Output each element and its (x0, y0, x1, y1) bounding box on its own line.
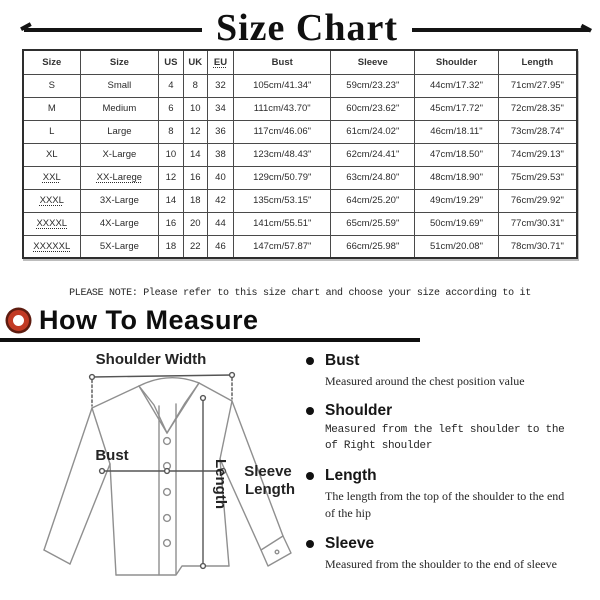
table-cell: 42 (207, 189, 233, 212)
measure-item-desc: Measured around the chest position value (325, 373, 525, 388)
shirt-diagram-svg (36, 344, 298, 594)
table-cell: 65cm/25.59" (331, 212, 415, 235)
table-cell: 12 (159, 166, 183, 189)
table-cell: 3X-Large (80, 189, 159, 212)
table-cell: 129cm/50.79" (233, 166, 331, 189)
table-cell: XXXXL (23, 212, 80, 235)
measure-item-bust (306, 352, 590, 390)
table-cell: 141cm/55.51" (233, 212, 331, 235)
measure-heading-row (6, 304, 600, 336)
measure-instructions (298, 344, 600, 599)
table-row (23, 97, 577, 120)
bullet-icon (306, 407, 314, 415)
table-header-cell: Length (498, 50, 577, 74)
table-cell: 75cm/29.53" (498, 166, 577, 189)
table-cell: Large (80, 120, 159, 143)
table-cell: L (23, 120, 80, 143)
table-cell: 44 (207, 212, 233, 235)
measure-item-shoulder (306, 402, 590, 454)
table-cell: 44cm/17.32" (415, 74, 499, 97)
measure-item-desc: The length from the top of the shoulder to the end of the hip (325, 489, 565, 520)
table-row (23, 74, 577, 97)
table-cell: 61cm/24.02" (331, 120, 415, 143)
table-cell: 46 (207, 235, 233, 258)
table-cell: 135cm/53.15" (233, 189, 331, 212)
table-cell: 16 (159, 212, 183, 235)
table-cell: 117cm/46.06" (233, 120, 331, 143)
table-cell: 16 (183, 166, 207, 189)
table-cell: 73cm/28.74" (498, 120, 577, 143)
measure-section (0, 344, 600, 599)
table-cell: X-Large (80, 143, 159, 166)
table-cell: 111cm/43.70" (233, 97, 331, 120)
table-cell: 49cm/19.29" (415, 189, 499, 212)
title-row (0, 0, 600, 49)
measure-item-label: Bust (325, 351, 360, 369)
table-cell: 72cm/28.35" (498, 97, 577, 120)
table-cell: Medium (80, 97, 159, 120)
table-cell: S (23, 74, 80, 97)
table-cell: 123cm/48.43" (233, 143, 331, 166)
table-cell: 6 (159, 97, 183, 120)
measure-item-desc: Measured from the left shoulder to the of Right shoulder (325, 424, 565, 452)
table-cell: 74cm/29.13" (498, 143, 577, 166)
label-bust: Bust (95, 446, 129, 464)
title-rule-left (24, 28, 202, 32)
table-cell: 8 (159, 120, 183, 143)
measure-item-desc: Measured from the shoulder to the end of sleeve (325, 556, 557, 571)
table-row (23, 143, 577, 166)
measure-item-length (306, 467, 590, 522)
title-rule-right (412, 28, 590, 32)
table-cell: XXXL (23, 189, 80, 212)
table-cell: 76cm/29.92" (498, 189, 577, 212)
please-note-text: PLEASE NOTE: Please refer to this size chart and choose your size according to it (69, 288, 531, 299)
table-cell: 71cm/27.95" (498, 74, 577, 97)
measure-item-label: Shoulder (325, 402, 393, 420)
label-shoulder-width: Shoulder Width (95, 350, 207, 368)
table-cell: 10 (183, 97, 207, 120)
table-cell: 51cm/20.08" (415, 235, 499, 258)
table-cell: 64cm/25.20" (331, 189, 415, 212)
table-cell: 20 (183, 212, 207, 235)
size-table (22, 49, 578, 259)
table-row (23, 235, 577, 258)
page-title: Size Chart (215, 7, 399, 49)
label-length: Length (212, 458, 229, 509)
table-cell: 40 (207, 166, 233, 189)
measure-item-sleeve (306, 535, 590, 573)
table-cell: 77cm/30.31" (498, 212, 577, 235)
label-sleeve-line2: Length (245, 480, 295, 498)
table-row (23, 189, 577, 212)
table-cell: 12 (183, 120, 207, 143)
table-cell: Small (80, 74, 159, 97)
table-header-cell: Size (23, 50, 80, 74)
shirt-diagram (36, 344, 298, 599)
measure-heading: How To Measure (39, 304, 259, 335)
table-header-cell: Sleeve (331, 50, 415, 74)
table-cell: XXXXXL (23, 235, 80, 258)
table-cell: 14 (183, 143, 207, 166)
table-row (23, 120, 577, 143)
table-header-cell: US (159, 50, 183, 74)
measure-item-label: Length (325, 467, 377, 485)
table-cell: 18 (183, 189, 207, 212)
table-cell: 47cm/18.50" (415, 143, 499, 166)
table-row (23, 166, 577, 189)
table-cell: 60cm/23.62" (331, 97, 415, 120)
table-cell: 22 (183, 235, 207, 258)
table-header-cell: Size (80, 50, 159, 74)
measure-item-label: Sleeve (325, 534, 375, 552)
table-cell: 66cm/25.98" (331, 235, 415, 258)
table-cell: M (23, 97, 80, 120)
table-header-cell: Shoulder (415, 50, 499, 74)
table-cell: 32 (207, 74, 233, 97)
table-cell: XL (23, 143, 80, 166)
table-cell: 4X-Large (80, 212, 159, 235)
table-cell: 50cm/19.69" (415, 212, 499, 235)
table-cell: 36 (207, 120, 233, 143)
table-header-cell: UK (183, 50, 207, 74)
table-header-row (23, 50, 577, 74)
table-cell: 4 (159, 74, 183, 97)
table-cell: 14 (159, 189, 183, 212)
table-cell: XX-Larege (80, 166, 159, 189)
label-sleeve-line1: Sleeve (244, 462, 292, 480)
table-cell: 105cm/41.34" (233, 74, 331, 97)
table-cell: 46cm/18.11" (415, 120, 499, 143)
heading-underline (0, 338, 420, 342)
table-cell: 78cm/30.71" (498, 235, 577, 258)
table-cell: 62cm/24.41" (331, 143, 415, 166)
table-cell: 147cm/57.87" (233, 235, 331, 258)
table-cell: 18 (159, 235, 183, 258)
table-cell: 8 (183, 74, 207, 97)
bullet-icon (306, 357, 314, 365)
table-cell: 45cm/17.72" (415, 97, 499, 120)
table-cell: 5X-Large (80, 235, 159, 258)
table-header-cell: Bust (233, 50, 331, 74)
table-cell: 38 (207, 143, 233, 166)
bullet-icon (306, 472, 314, 480)
table-cell: 48cm/18.90" (415, 166, 499, 189)
table-cell: XXL (23, 166, 80, 189)
table-cell: 63cm/24.80" (331, 166, 415, 189)
bullet-icon (306, 540, 314, 548)
table-cell: 10 (159, 143, 183, 166)
table-row (23, 212, 577, 235)
table-header-cell: EU (207, 50, 233, 74)
table-cell: 34 (207, 97, 233, 120)
table-cell: 59cm/23.23" (331, 74, 415, 97)
target-ring-icon (8, 310, 29, 331)
